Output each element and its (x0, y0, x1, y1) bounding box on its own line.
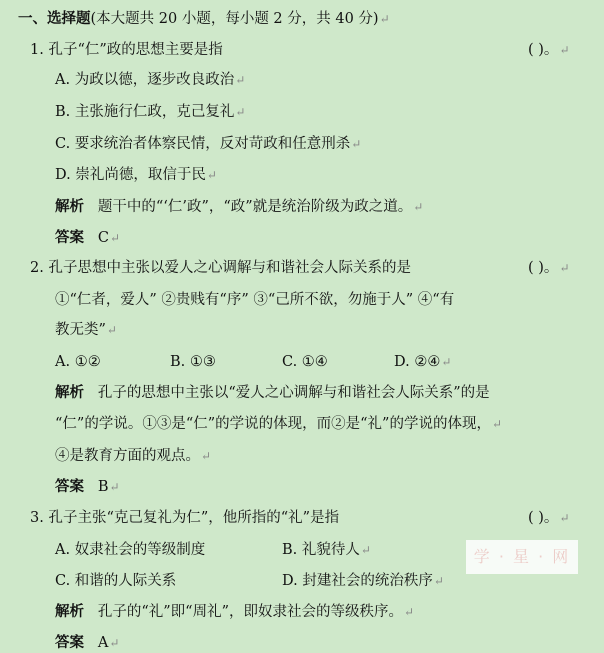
q3-option-b: B. 礼貌待人↵ (282, 542, 371, 558)
q2-analysis-line3: ④是教育方面的观点。↵ (55, 448, 212, 464)
analysis-label: 解析 (55, 198, 84, 215)
section-title (18, 9, 390, 29)
q3-stem: 3. 孔子主张“克己复礼为仁”，他所指的“礼”是指 (30, 510, 340, 526)
q3-option-a: A. 奴隶社会的等级制度 (55, 542, 206, 558)
q2-option-d: D. ②④↵ (394, 354, 452, 370)
answer-label: 答案 (55, 478, 84, 495)
analysis-label: 解析 (55, 384, 84, 401)
analysis-label: 解析 (55, 603, 84, 620)
q2-answer: 答案 B↵ (55, 478, 120, 495)
q3-answer-paren: ( )。↵ (528, 510, 570, 526)
q2-stem: 2. 孔子思想中主张以爱人之心调解与和谐社会人际关系的是 (30, 260, 411, 276)
q3-option-c: C. 和谐的人际关系 (55, 573, 177, 589)
q2-analysis-line2: “仁”的学说。①③是“仁”的学说的体现，而②是“礼”的学说的体现，↵ (55, 416, 503, 432)
q3-answer: 答案 A↵ (55, 634, 120, 651)
q2-answer-paren: ( )。↵ (528, 260, 570, 276)
q2-option-c: C. ①④ (282, 354, 328, 370)
q3-analysis: 解析 孔子的“礼”即“周礼”，即奴隶社会的等级秩序。↵ (55, 603, 415, 620)
section-title-bold: 一、选择题 (18, 10, 91, 27)
q2-option-a: A. ①② (55, 354, 101, 370)
q1-option-d: D. 崇礼尚德，取信于民↵ (55, 167, 217, 183)
answer-label: 答案 (55, 229, 84, 246)
q1-answer-paren: ( )。↵ (528, 42, 570, 58)
q1-option-c: C. 要求统治者体察民情，反对苛政和任意刑杀↵ (55, 136, 362, 152)
q1-analysis: 解析 题干中的“‘仁’政”，“政”就是统治阶级为政之道。↵ (55, 198, 424, 215)
section-title-rest: (本大题共 20 小题，每小题 2 分，共 40 分) (90, 11, 379, 27)
answer-label: 答案 (55, 634, 84, 651)
return-mark: ↵ (379, 12, 390, 26)
q2-items-line1: ①“仁者，爱人” ②贵贱有“序” ③“己所不欲，勿施于人” ④“有 (55, 292, 455, 308)
q1-option-b: B. 主张施行仁政，克己复礼↵ (55, 104, 246, 120)
q3-option-d: D. 封建社会的统治秩序↵ (282, 573, 444, 589)
q2-items-line2: 教无类”↵ (55, 322, 117, 338)
q1-stem: 1. 孔子“仁”政的思想主要是指 (30, 42, 223, 58)
q2-option-b: B. ①③ (170, 354, 216, 370)
q1-option-a: A. 为政以德，逐步改良政治↵ (55, 72, 246, 88)
q1-answer: 答案 C↵ (55, 229, 120, 246)
watermark-logo: 学 · 星 · 网 (466, 540, 578, 574)
q2-analysis-line1: 解析 孔子的思想中主张以“爱人之心调解与和谐社会人际关系”的是 (55, 384, 490, 401)
